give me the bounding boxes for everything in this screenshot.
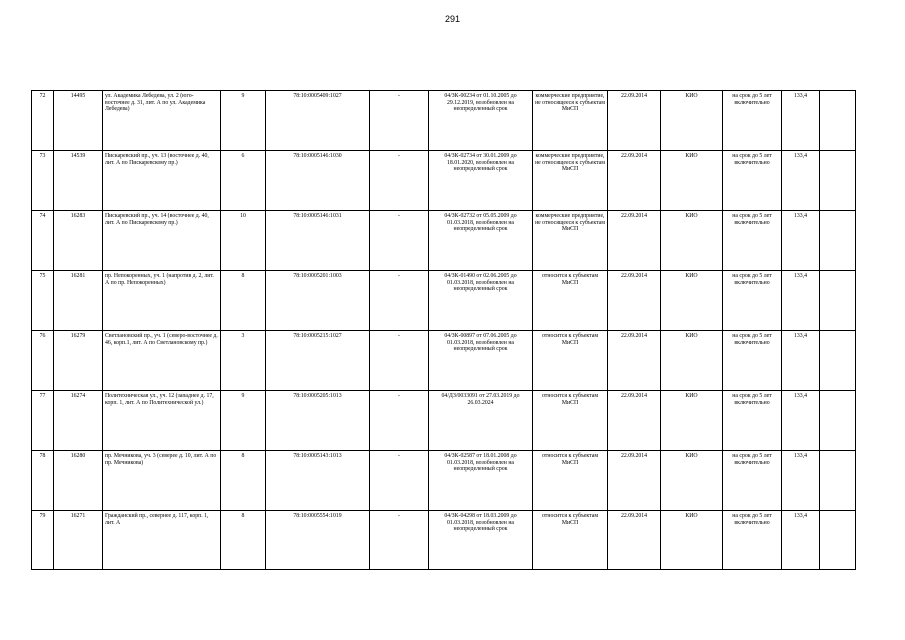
page-number: 291 [444,14,461,24]
cadastral-number: 78:10:0005554:1019 [266,511,370,570]
places-count: 8 [221,511,266,570]
object-id: 16280 [54,451,103,511]
empty-cell [820,511,856,570]
date: 22.09.2014 [608,511,661,570]
places-count: 9 [221,391,266,451]
empty-cell [820,271,856,331]
object-id: 16271 [54,511,103,570]
tenant-category: относится к субъектам МиСП [533,451,608,511]
cadastral-number: 78:10:0005201:1003 [266,271,370,331]
table-row [32,211,856,271]
table-row [32,151,856,211]
places-count: 8 [221,271,266,331]
dash-cell: - [370,331,429,391]
value: 133,4 [782,391,820,451]
object-id: 16281 [54,271,103,331]
organization: КИО [661,391,723,451]
contract-info: 04/ЗК-04298 от 18.03.2009 до 01.03.2018, возобновлен на неопределенный срок [429,511,533,570]
empty-cell [820,391,856,451]
value: 133,4 [782,271,820,331]
value: 133,4 [782,91,820,151]
tenant-category: относится к субъектам МиСП [533,511,608,570]
empty-cell [820,151,856,211]
term: на срок до 5 лет включительно [723,391,782,451]
table-row [32,91,856,151]
date: 22.09.2014 [608,451,661,511]
places-count: 10 [221,211,266,271]
value: 133,4 [782,151,820,211]
cadastral-number: 78:10:0005215:1027 [266,331,370,391]
value: 133,4 [782,331,820,391]
object-id: 16274 [54,391,103,451]
row-number: 77 [32,391,54,451]
address: Пискаревский пр., уч. 14 (восточнее д. 40, лит. А по Пискаревскому пр.) [103,211,221,271]
term: на срок до 5 лет включительно [723,211,782,271]
value: 133,4 [782,511,820,570]
address: Политехническая ул., уч. 12 (западнее д. 17, корп. 1, лит. А по Политехнической ул.) [103,391,221,451]
term: на срок до 5 лет включительно [723,271,782,331]
table-row [32,331,856,391]
date: 22.09.2014 [608,271,661,331]
cadastral-number: 78:10:0005409:1027 [266,91,370,151]
contract-info: 04/ЗК-02587 от 18.01.2008 до 01.03.2018, возобновлен на неопределенный срок [429,451,533,511]
address: ул. Академика Лебедева, ул. 2 (юго-восточнее д. 31, лит. А по ул. Академика Лебедева) [103,91,221,151]
empty-cell [820,331,856,391]
object-id: 16283 [54,211,103,271]
organization: КИО [661,91,723,151]
date: 22.09.2014 [608,331,661,391]
table-row [32,391,856,451]
organization: КИО [661,451,723,511]
value: 133,4 [782,211,820,271]
tenant-category: коммерческие предприятие, не относящееся к субъектам МиСП [533,91,608,151]
term: на срок до 5 лет включительно [723,151,782,211]
dash-cell: - [370,91,429,151]
organization: КИО [661,511,723,570]
term: на срок до 5 лет включительно [723,451,782,511]
address: пр. Непокоренных, уч. 1 (напротив д. 2, лит. А по пр. Непокоренных) [103,271,221,331]
value: 133,4 [782,451,820,511]
tenant-category: относится к субъектам МиСП [533,271,608,331]
row-number: 78 [32,451,54,511]
empty-cell [820,91,856,151]
term: на срок до 5 лет включительно [723,511,782,570]
dash-cell: - [370,451,429,511]
address: пр. Мечникова, уч. 3 (северее д. 10, лит. А по пр. Мечникова) [103,451,221,511]
object-id: 14495 [54,91,103,151]
land-plots-table [31,90,856,570]
contract-info: 04/ЗК-02734 от 30.01.2009 до 18.01.2020, возобновлен на неопределенный срок [429,151,533,211]
dash-cell: - [370,511,429,570]
term: на срок до 5 лет включительно [723,331,782,391]
contract-info: 04/ЗК-02732 от 05.05.2009 до 01.03.2018, возобновлен на неопределенный срок [429,211,533,271]
places-count: 9 [221,91,266,151]
empty-cell [820,211,856,271]
places-count: 3 [221,331,266,391]
object-id: 14539 [54,151,103,211]
organization: КИО [661,331,723,391]
address: Пискаревский пр., уч. 13 (восточнее д. 40, лит. А по Пискаревскому пр.) [103,151,221,211]
row-number: 76 [32,331,54,391]
date: 22.09.2014 [608,391,661,451]
contract-info: 04/ЗК-00897 от 07.06.2005 до 01.03.2018, возобновлен на неопределенный срок [429,331,533,391]
date: 22.09.2014 [608,151,661,211]
row-number: 74 [32,211,54,271]
cadastral-number: 78:10:0005146:1030 [266,151,370,211]
dash-cell: - [370,391,429,451]
table-row [32,451,856,511]
contract-info: 04/ЗК-01490 от 02.06.2005 до 01.03.2018, возобновлен на неопределенный срок [429,271,533,331]
address: Гражданский пр., севернее д. 117, корп. 1, лит. А [103,511,221,570]
tenant-category: относится к субъектам МиСП [533,391,608,451]
empty-cell [820,451,856,511]
organization: КИО [661,211,723,271]
tenant-category: относится к субъектам МиСП [533,331,608,391]
dash-cell: - [370,271,429,331]
places-count: 8 [221,451,266,511]
cadastral-number: 78:10:0005146:1031 [266,211,370,271]
organization: КИО [661,151,723,211]
dash-cell: - [370,151,429,211]
contract-info: 04/ДЗ/0033091 от 27.03.2019 до 26.03.2024 [429,391,533,451]
tenant-category: коммерческие предприятие, не относящееся к субъектам МиСП [533,151,608,211]
cadastral-number: 78:10:0005205:1013 [266,391,370,451]
organization: КИО [661,271,723,331]
date: 22.09.2014 [608,211,661,271]
contract-info: 04/ЗК-00234 от 01.10.2005 до 29.12.2019, возобновлен на неопределенный срок [429,91,533,151]
row-number: 72 [32,91,54,151]
row-number: 75 [32,271,54,331]
table-row [32,271,856,331]
address: Светлановский пр., уч. 1 (северо-восточнее д. 46, корп.1, лит. А по Светлановскому пр.) [103,331,221,391]
tenant-category: коммерческие предприятие, не относящееся к субъектам МиСП [533,211,608,271]
object-id: 16279 [54,331,103,391]
table-row [32,511,856,570]
row-number: 73 [32,151,54,211]
term: на срок до 5 лет включительно [723,91,782,151]
row-number: 79 [32,511,54,570]
dash-cell: - [370,211,429,271]
date: 22.09.2014 [608,91,661,151]
places-count: 6 [221,151,266,211]
cadastral-number: 78:10:0005143:1013 [266,451,370,511]
